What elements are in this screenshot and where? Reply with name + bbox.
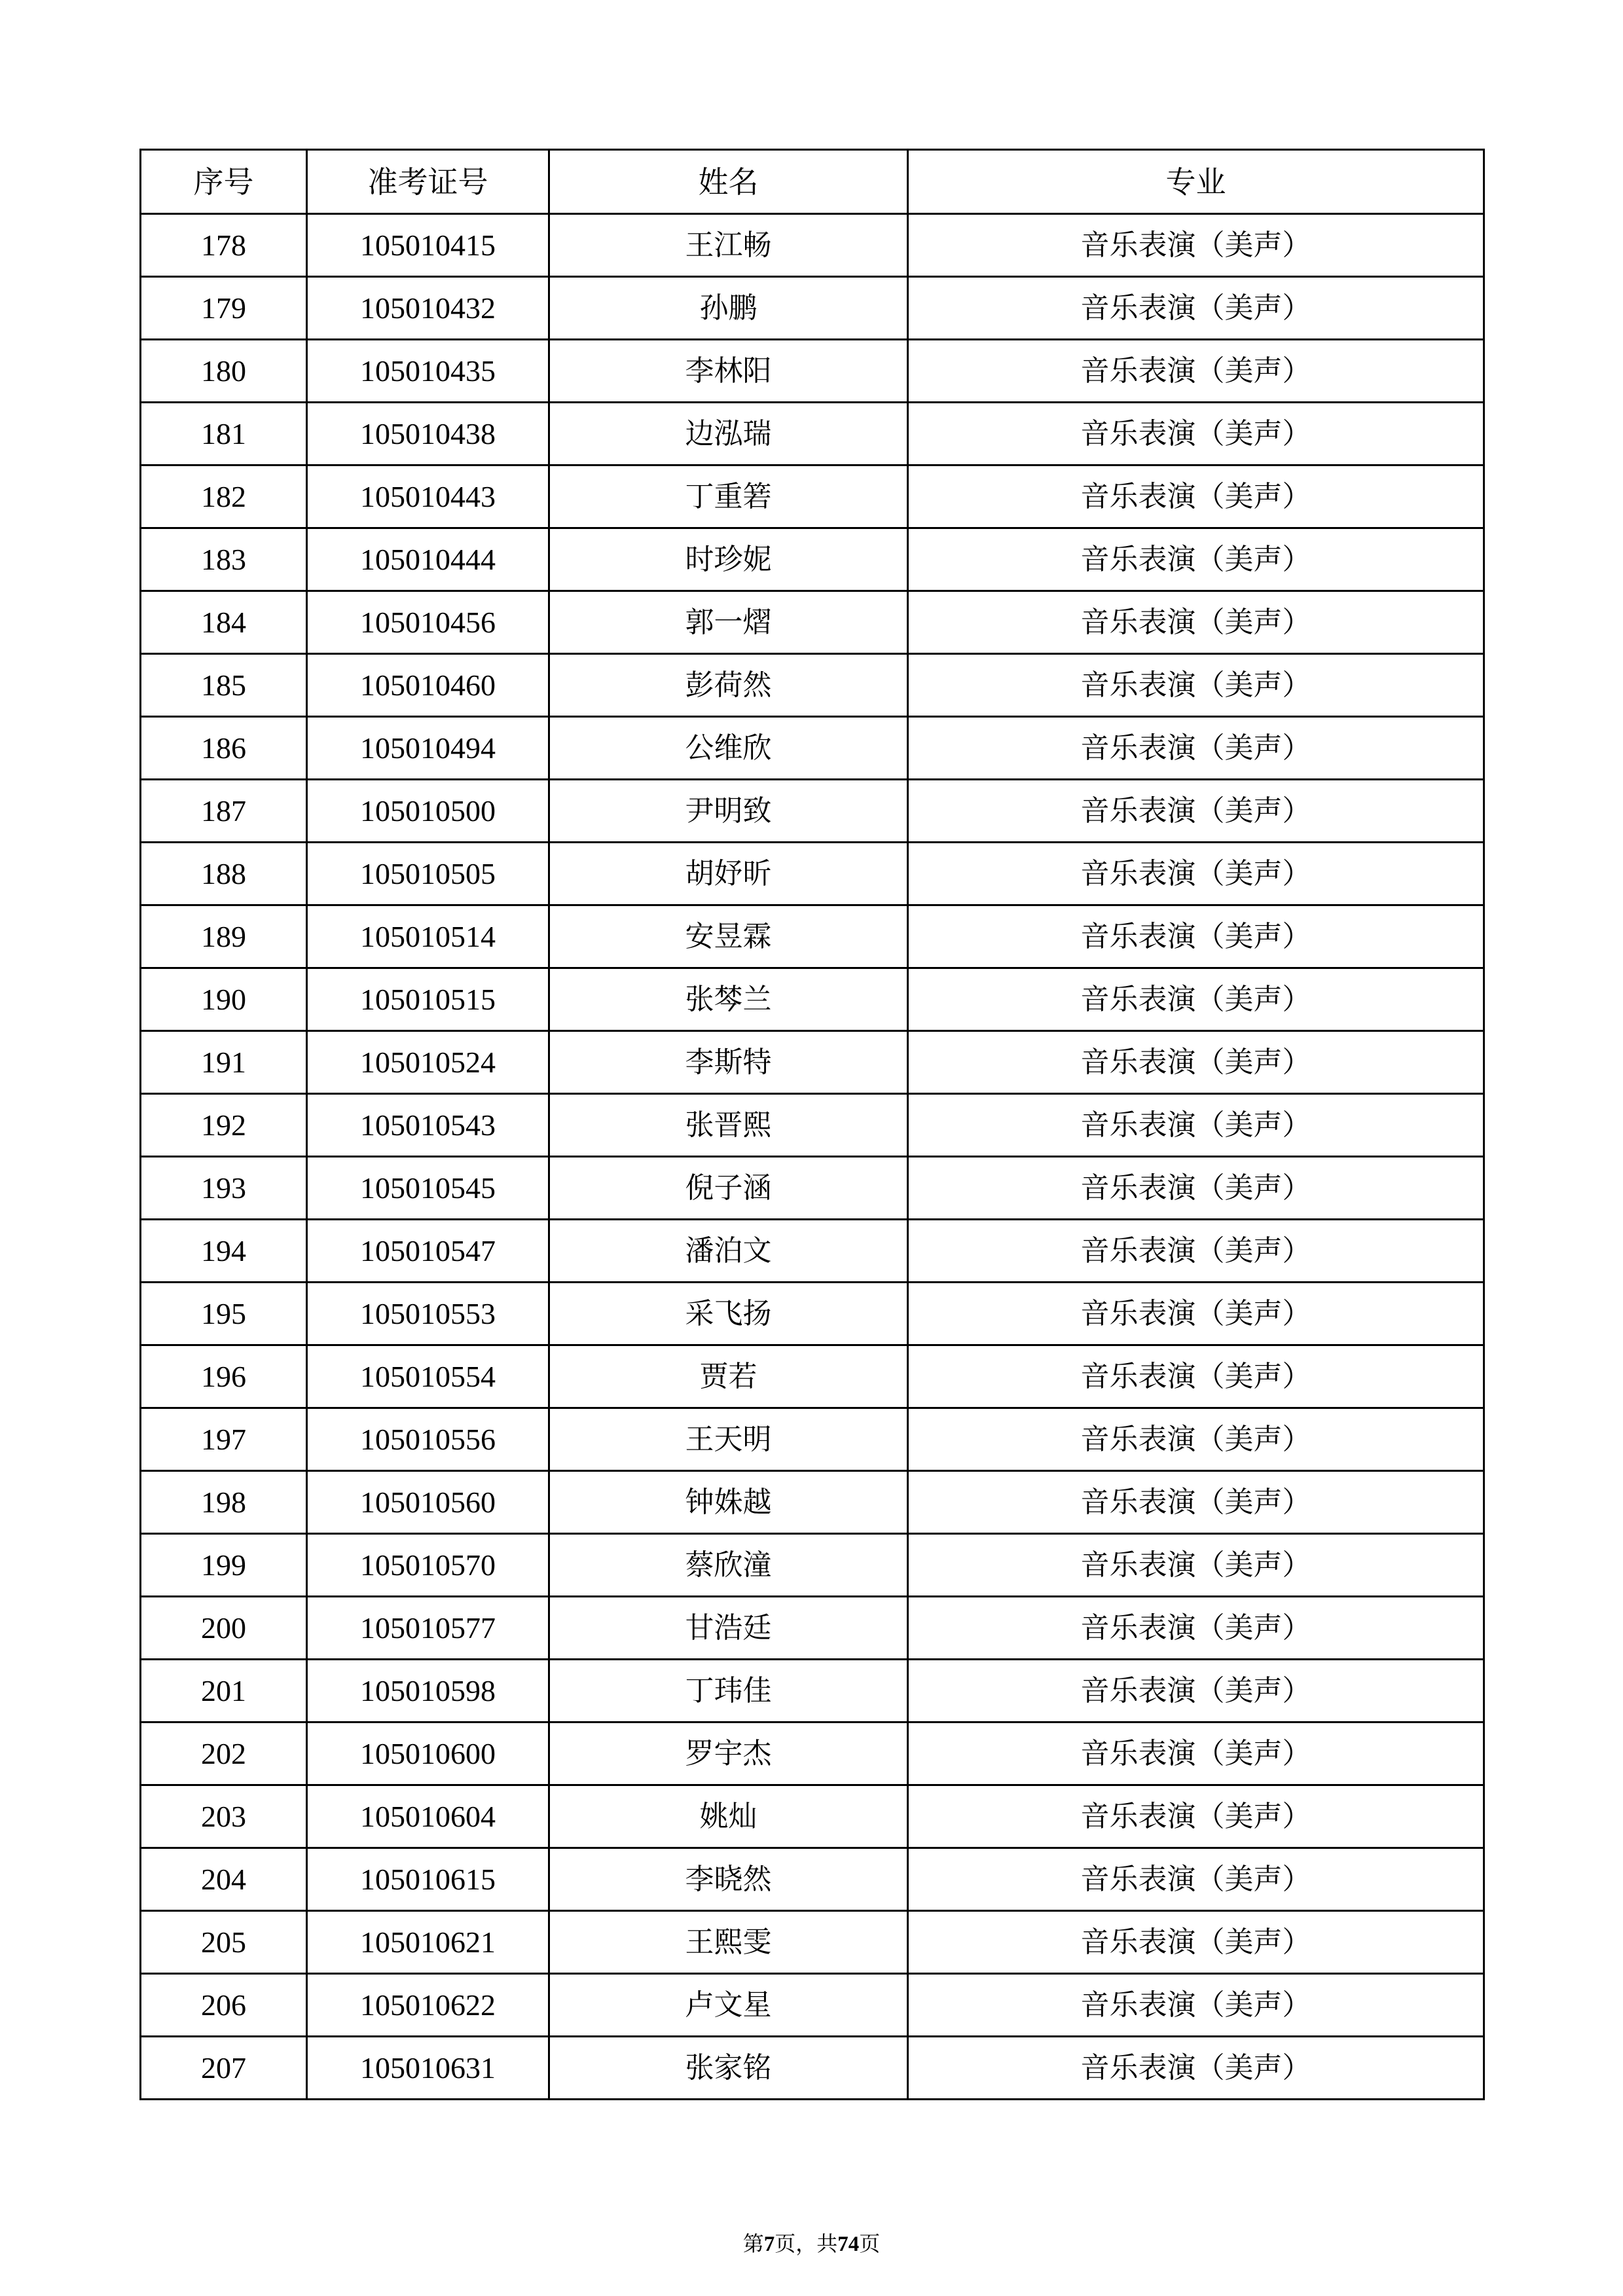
cell-exam-id: 105010556 — [307, 1408, 549, 1471]
admission-roster-table — [139, 149, 1485, 2100]
cell-serial-number: 205 — [141, 1911, 307, 1974]
header-exam-id: 准考证号 — [307, 150, 549, 214]
cell-major: 音乐表演（美声） — [908, 1911, 1484, 1974]
cell-major: 音乐表演（美声） — [908, 1345, 1484, 1408]
table-row — [141, 2037, 1484, 2100]
header-serial-number: 序号 — [141, 150, 307, 214]
cell-name: 张晋熙 — [549, 1094, 908, 1157]
cell-major: 音乐表演（美声） — [908, 1220, 1484, 1283]
cell-major: 音乐表演（美声） — [908, 654, 1484, 717]
cell-exam-id: 105010524 — [307, 1031, 549, 1094]
cell-name: 郭一熠 — [549, 591, 908, 654]
table-row — [141, 1534, 1484, 1597]
cell-serial-number: 198 — [141, 1471, 307, 1534]
cell-name: 采飞扬 — [549, 1283, 908, 1345]
cell-major: 音乐表演（美声） — [908, 528, 1484, 591]
cell-serial-number: 185 — [141, 654, 307, 717]
table-row — [141, 654, 1484, 717]
cell-major: 音乐表演（美声） — [908, 1031, 1484, 1094]
footer-suffix: 页 — [859, 2231, 881, 2256]
footer-total-pages: 74 — [837, 2232, 860, 2256]
cell-name: 王天明 — [549, 1408, 908, 1471]
table-row — [141, 843, 1484, 905]
cell-major: 音乐表演（美声） — [908, 1974, 1484, 2037]
cell-serial-number: 196 — [141, 1345, 307, 1408]
cell-serial-number: 200 — [141, 1597, 307, 1660]
cell-name: 孙鹏 — [549, 277, 908, 340]
cell-name: 张家铭 — [549, 2037, 908, 2100]
cell-serial-number: 186 — [141, 717, 307, 780]
cell-major: 音乐表演（美声） — [908, 717, 1484, 780]
cell-name: 丁重箬 — [549, 465, 908, 528]
cell-exam-id: 105010443 — [307, 465, 549, 528]
cell-major: 音乐表演（美声） — [908, 277, 1484, 340]
table-row — [141, 1094, 1484, 1157]
cell-major: 音乐表演（美声） — [908, 1534, 1484, 1597]
cell-serial-number: 206 — [141, 1974, 307, 2037]
table-row — [141, 1345, 1484, 1408]
cell-serial-number: 181 — [141, 403, 307, 465]
cell-major: 音乐表演（美声） — [908, 780, 1484, 843]
table-row — [141, 1283, 1484, 1345]
cell-exam-id: 105010622 — [307, 1974, 549, 2037]
cell-exam-id: 105010543 — [307, 1094, 549, 1157]
cell-serial-number: 182 — [141, 465, 307, 528]
cell-exam-id: 105010598 — [307, 1660, 549, 1722]
table-row — [141, 340, 1484, 403]
table-row — [141, 905, 1484, 968]
cell-exam-id: 105010604 — [307, 1785, 549, 1848]
cell-serial-number: 179 — [141, 277, 307, 340]
cell-serial-number: 190 — [141, 968, 307, 1031]
cell-name: 王熙雯 — [549, 1911, 908, 1974]
cell-serial-number: 197 — [141, 1408, 307, 1471]
cell-major: 音乐表演（美声） — [908, 905, 1484, 968]
cell-major: 音乐表演（美声） — [908, 1785, 1484, 1848]
footer-current-page: 7 — [763, 2232, 775, 2256]
cell-serial-number: 202 — [141, 1722, 307, 1785]
cell-major: 音乐表演（美声） — [908, 1471, 1484, 1534]
cell-exam-id: 105010460 — [307, 654, 549, 717]
cell-major: 音乐表演（美声） — [908, 1722, 1484, 1785]
cell-major: 音乐表演（美声） — [908, 1597, 1484, 1660]
table-row — [141, 1848, 1484, 1911]
cell-name: 贾若 — [549, 1345, 908, 1408]
table-row — [141, 1597, 1484, 1660]
cell-exam-id: 105010432 — [307, 277, 549, 340]
cell-name: 彭荷然 — [549, 654, 908, 717]
cell-exam-id: 105010435 — [307, 340, 549, 403]
cell-name: 胡妤昕 — [549, 843, 908, 905]
table-row — [141, 1722, 1484, 1785]
cell-exam-id: 105010577 — [307, 1597, 549, 1660]
cell-serial-number: 189 — [141, 905, 307, 968]
table-row — [141, 1660, 1484, 1722]
cell-name: 张棽兰 — [549, 968, 908, 1031]
cell-name: 倪子涵 — [549, 1157, 908, 1220]
cell-major: 音乐表演（美声） — [908, 591, 1484, 654]
table-row — [141, 214, 1484, 277]
cell-exam-id: 105010515 — [307, 968, 549, 1031]
cell-name: 尹明致 — [549, 780, 908, 843]
cell-name: 潘泊文 — [549, 1220, 908, 1283]
table-row — [141, 465, 1484, 528]
cell-major: 音乐表演（美声） — [908, 1157, 1484, 1220]
cell-exam-id: 105010560 — [307, 1471, 549, 1534]
cell-name: 卢文星 — [549, 1974, 908, 2037]
table-row — [141, 1408, 1484, 1471]
table-row — [141, 1785, 1484, 1848]
cell-exam-id: 105010415 — [307, 214, 549, 277]
cell-major: 音乐表演（美声） — [908, 214, 1484, 277]
table-row — [141, 1157, 1484, 1220]
cell-name: 边泓瑞 — [549, 403, 908, 465]
cell-serial-number: 184 — [141, 591, 307, 654]
cell-name: 王江畅 — [549, 214, 908, 277]
table-row — [141, 968, 1484, 1031]
cell-serial-number: 199 — [141, 1534, 307, 1597]
table-header-row — [141, 150, 1484, 214]
cell-serial-number: 192 — [141, 1094, 307, 1157]
table-body — [141, 214, 1484, 2100]
cell-exam-id: 105010505 — [307, 843, 549, 905]
cell-serial-number: 207 — [141, 2037, 307, 2100]
cell-serial-number: 204 — [141, 1848, 307, 1911]
cell-major: 音乐表演（美声） — [908, 340, 1484, 403]
cell-exam-id: 105010438 — [307, 403, 549, 465]
table-row — [141, 1974, 1484, 2037]
cell-name: 丁玮佳 — [549, 1660, 908, 1722]
cell-major: 音乐表演（美声） — [908, 1094, 1484, 1157]
cell-major: 音乐表演（美声） — [908, 465, 1484, 528]
footer-prefix: 第 — [742, 2231, 764, 2256]
cell-name: 钟姝越 — [549, 1471, 908, 1534]
cell-serial-number: 191 — [141, 1031, 307, 1094]
cell-serial-number: 203 — [141, 1785, 307, 1848]
cell-name: 姚灿 — [549, 1785, 908, 1848]
table-row — [141, 1220, 1484, 1283]
cell-major: 音乐表演（美声） — [908, 1660, 1484, 1722]
header-name: 姓名 — [549, 150, 908, 214]
cell-name: 罗宇杰 — [549, 1722, 908, 1785]
cell-exam-id: 105010500 — [307, 780, 549, 843]
cell-serial-number: 188 — [141, 843, 307, 905]
cell-exam-id: 105010631 — [307, 2037, 549, 2100]
cell-exam-id: 105010600 — [307, 1722, 549, 1785]
cell-exam-id: 105010553 — [307, 1283, 549, 1345]
cell-major: 音乐表演（美声） — [908, 968, 1484, 1031]
cell-name: 李晓然 — [549, 1848, 908, 1911]
cell-name: 安昱霖 — [549, 905, 908, 968]
cell-exam-id: 105010621 — [307, 1911, 549, 1974]
cell-name: 蔡欣潼 — [549, 1534, 908, 1597]
cell-serial-number: 193 — [141, 1157, 307, 1220]
cell-serial-number: 178 — [141, 214, 307, 277]
table-row — [141, 717, 1484, 780]
table-row — [141, 277, 1484, 340]
table-row — [141, 591, 1484, 654]
cell-serial-number: 201 — [141, 1660, 307, 1722]
cell-major: 音乐表演（美声） — [908, 2037, 1484, 2100]
cell-name: 李林阳 — [549, 340, 908, 403]
cell-serial-number: 195 — [141, 1283, 307, 1345]
cell-major: 音乐表演（美声） — [908, 843, 1484, 905]
cell-serial-number: 183 — [141, 528, 307, 591]
table-row — [141, 528, 1484, 591]
cell-serial-number: 187 — [141, 780, 307, 843]
table-row — [141, 403, 1484, 465]
cell-exam-id: 105010547 — [307, 1220, 549, 1283]
cell-exam-id: 105010554 — [307, 1345, 549, 1408]
cell-name: 甘浩廷 — [549, 1597, 908, 1660]
cell-name: 李斯特 — [549, 1031, 908, 1094]
cell-major: 音乐表演（美声） — [908, 1283, 1484, 1345]
table-row — [141, 780, 1484, 843]
cell-name: 公维欣 — [549, 717, 908, 780]
cell-exam-id: 105010494 — [307, 717, 549, 780]
cell-serial-number: 180 — [141, 340, 307, 403]
page-footer — [0, 2227, 1623, 2257]
cell-exam-id: 105010514 — [307, 905, 549, 968]
cell-serial-number: 194 — [141, 1220, 307, 1283]
cell-major: 音乐表演（美声） — [908, 403, 1484, 465]
cell-major: 音乐表演（美声） — [908, 1848, 1484, 1911]
cell-exam-id: 105010456 — [307, 591, 549, 654]
cell-exam-id: 105010444 — [307, 528, 549, 591]
cell-exam-id: 105010570 — [307, 1534, 549, 1597]
cell-exam-id: 105010545 — [307, 1157, 549, 1220]
cell-name: 时珍妮 — [549, 528, 908, 591]
table-row — [141, 1911, 1484, 1974]
table-row — [141, 1031, 1484, 1094]
header-major: 专业 — [908, 150, 1484, 214]
table-row — [141, 1471, 1484, 1534]
cell-major: 音乐表演（美声） — [908, 1408, 1484, 1471]
footer-middle: 页，共 — [775, 2231, 838, 2256]
cell-exam-id: 105010615 — [307, 1848, 549, 1911]
